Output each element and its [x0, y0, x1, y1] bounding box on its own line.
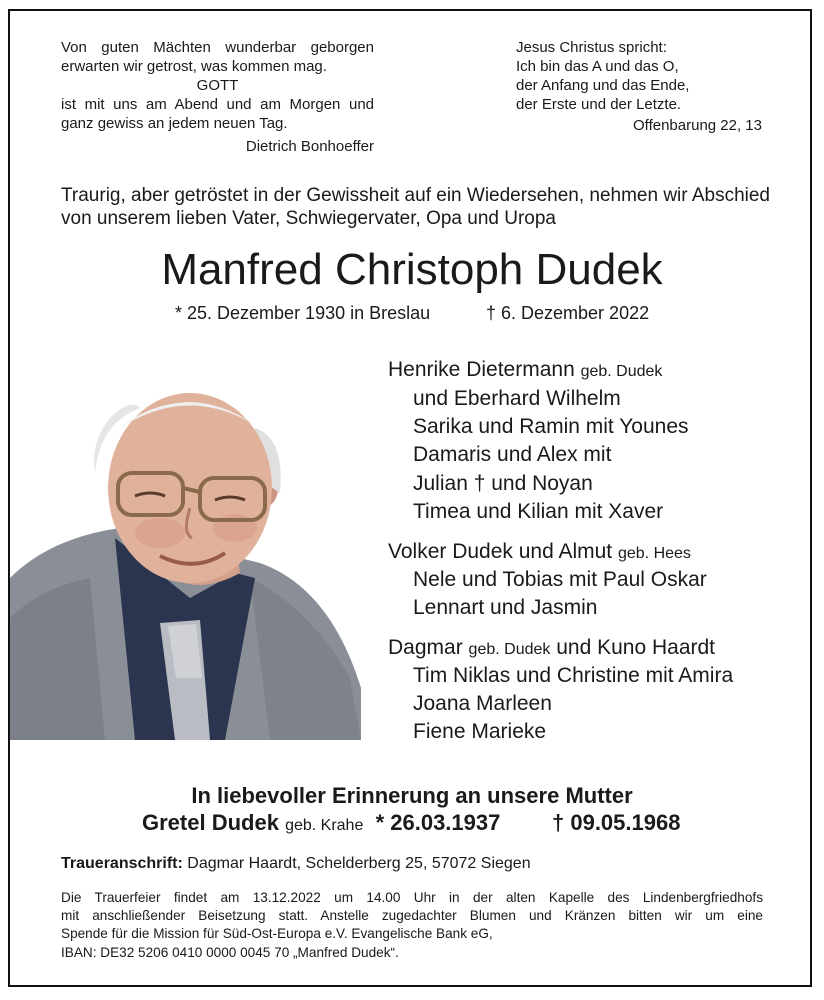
poem-left-line-2: erwarten wir getrost, was kommen mag.	[61, 58, 327, 75]
intro-line-1: Traurig, aber getröstet in der Gewissheit auf ein Wiedersehen, nehmen wir Abschied	[61, 185, 770, 206]
intro-line-2: von unserem lieben Vater, Schwiegervater, Opa und Uropa	[61, 208, 556, 229]
family-g2-name: Volker Dudek und Almut	[388, 540, 613, 563]
service-line-3: Spende für die Mission für Süd-Ost-Europa e.V. Evangelische Bank eG,	[61, 926, 493, 941]
family-g1-line-6: Timea und Kilian mit Xaver	[413, 500, 664, 523]
memorial-died: † 09.05.1968	[552, 810, 681, 835]
family-g2-line-2: Nele und Tobias mit Paul Oskar	[413, 568, 707, 591]
family-g2-maiden: geb. Hees	[617, 545, 691, 562]
family-g1-line-5: Julian † und Noyan	[413, 472, 593, 495]
poem-left-line-4: ist mit uns am Abend und am Morgen und	[61, 96, 374, 113]
family-g3-name: Dagmar	[388, 636, 463, 659]
poem-right-line-4: der Erste und der Letzte.	[516, 96, 682, 113]
family-g1-maiden: geb. Dudek	[580, 363, 663, 380]
family-g2-main	[388, 537, 691, 568]
memorial-line-2	[142, 809, 500, 840]
portrait-photo	[10, 388, 361, 740]
family-g3-line-3: Joana Marleen	[413, 692, 552, 715]
poem-right-line-3: der Anfang und das Ende,	[516, 77, 690, 94]
memorial-maiden: geb. Krahe	[285, 817, 364, 834]
service-line-1: Die Trauerfeier findet am 13.12.2022 um 14.00 Uhr in der alten Kapelle des Lindenbergfriedhofs	[61, 890, 763, 905]
address-label: Traueranschrift:	[61, 855, 183, 872]
poem-left-line-5: ganz gewiss an jedem neuen Tag.	[61, 115, 288, 132]
memorial-name: Gretel Dudek	[142, 810, 279, 835]
deceased-name: Manfred Christoph Dudek	[161, 245, 663, 294]
family-g1-line-4: Damaris und Alex mit	[413, 443, 612, 466]
poem-left-line-1: Von guten Mächten wunderbar geborgen	[61, 39, 374, 56]
deceased-died: † 6. Dezember 2022	[486, 303, 650, 323]
poem-left-line-3: GOTT	[196, 77, 239, 94]
poem-left-author: Dietrich Bonhoeffer	[245, 138, 374, 155]
poem-right-source: Offenbarung 22, 13	[633, 117, 762, 134]
deceased-born: * 25. Dezember 1930 in Breslau	[175, 303, 431, 323]
family-g1-name: Henrike Dietermann	[388, 358, 575, 381]
poem-right-line-2: Ich bin das A und das O,	[516, 58, 679, 75]
family-g3-main	[388, 633, 715, 664]
family-g3-line-2: Tim Niklas und Christine mit Amira	[413, 664, 734, 687]
poem-right-line-1: Jesus Christus spricht:	[516, 39, 667, 56]
address-value: Dagmar Haardt, Schelderberg 25, 57072 Siegen	[187, 855, 531, 872]
family-g2-line-3: Lennart und Jasmin	[413, 596, 598, 619]
family-g1-line-3: Sarika und Ramin mit Younes	[413, 415, 689, 438]
address-line	[61, 855, 531, 873]
memorial-born: * 26.03.1937	[375, 810, 501, 835]
service-line-2: mit anschließender Beisetzung statt. Anstelle zugedachter Blumen und Kränzen bitten wir um eine	[61, 908, 763, 923]
service-line-4: IBAN: DE32 5206 0410 0000 0045 70 „Manfred Dudek“.	[61, 945, 399, 960]
memorial-line-1: In liebevoller Erinnerung an unsere Mutter	[191, 783, 633, 808]
family-g3-line-4: Fiene Marieke	[413, 720, 547, 743]
family-g1-line-2: und Eberhard Wilhelm	[413, 387, 621, 410]
family-g3-maiden: geb. Dudek	[468, 641, 551, 658]
family-g3-spouse: und Kuno Haardt	[556, 636, 716, 659]
family-g1-main	[388, 355, 662, 386]
